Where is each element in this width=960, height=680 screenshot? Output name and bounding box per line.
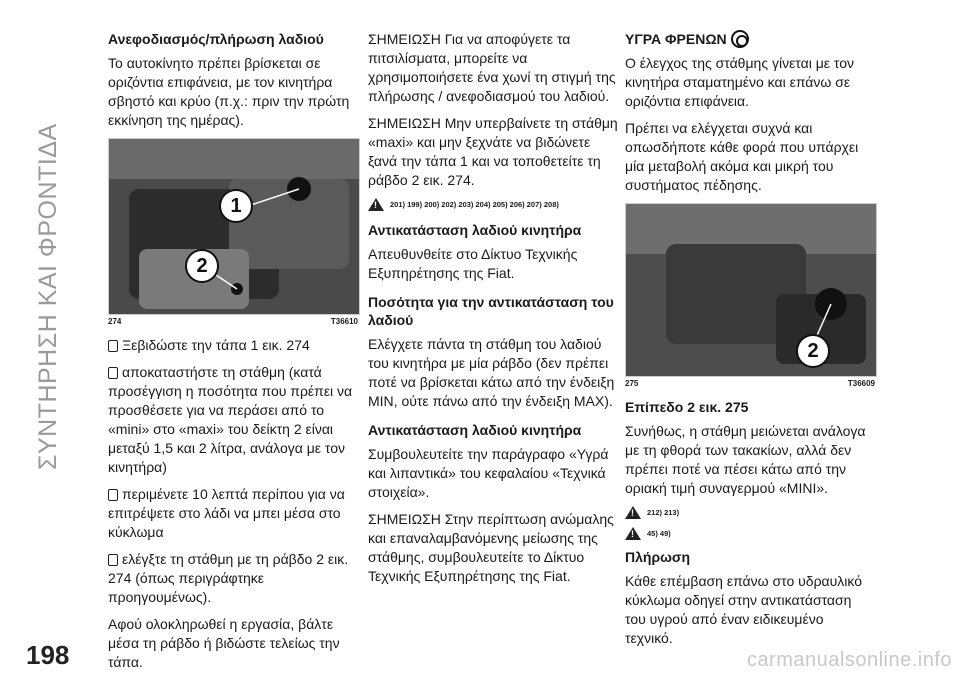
oil-loss-note: ΣΗΜΕΙΩΣΗ Στην περίπτωση ανώμαλης και επαναλαμβανόμενης μείωσης της στάθμης, συμβουλευτείτε το Δίκτυο Τεχνικής Εξυπηρέτησης της Fiat. — [368, 511, 614, 584]
warning-triangle-icon — [625, 527, 641, 540]
callout-1: 1 — [219, 189, 253, 223]
warning-triangle-icon — [368, 198, 384, 211]
callout-2: 2 — [185, 249, 219, 283]
bullet-icon — [108, 554, 118, 566]
engine-photo-illustration — [109, 139, 359, 314]
brake-warning-icon — [731, 30, 749, 48]
column-1 — [108, 30, 358, 680]
figure-caption-274 — [108, 317, 358, 326]
bullet-icon — [108, 340, 118, 352]
column-2 — [368, 30, 618, 594]
oil-refill-closing: Αφού ολοκληρωθεί η εργασία, βάλτε μέσα τη ράβδο ή βιδώστε τελείως την τάπα. — [108, 616, 340, 670]
oil-replacement-heading: Αντικατάσταση λαδιού κινητήρα — [368, 422, 582, 438]
warning-refs-row-2 — [625, 527, 875, 540]
figure-number: 274 — [108, 317, 122, 326]
oil-refill-intro: Το αυτοκίνητο πρέπει βρίσκεται σε οριζόντια επιφάνεια, με τον κινητήρα σβηστό και κρύο (π.χ.: πριν την πρώτη εκκίνηση της ημέρας). — [108, 55, 350, 128]
warning-refs-2: 45) 49) — [647, 529, 671, 538]
warning-refs-row-1 — [625, 506, 875, 519]
watermark-text: carmanualsonline.info — [746, 649, 952, 671]
brake-fluid-text-2: Πρέπει να ελέγχεται συχνά και οπωσδήποτε κάθε φορά που υπάρχει μία μεταβολή ακόμα και μικρή του συστήματος πέδησης. — [625, 120, 859, 193]
bullet-unscrew-cap: Ξεβιδώστε την τάπα 1 εικ. 274 — [108, 336, 358, 355]
bullet-restore-level: αποκαταστήστε τη στάθμη (κατά προσέγγιση η ποσότητα που πρέπει να προσθέσετε για να περάσει από το «mini» στο «maxi» του δείκτη 2 είναι μεταξύ 1,5 και 2 λίτρα, ανάλογα με τον κινητήρα) — [108, 364, 353, 475]
refill-heading: Πλήρωση — [625, 549, 691, 565]
brake-fluid-text-1: Ο έλεγχος της στάθμης γίνεται με τον κινητήρα σταματημένο και επάνω σε οριζόντια επιφάνεια. — [625, 55, 855, 109]
callout-2-brake: 2 — [796, 334, 830, 368]
bullet-check-level: ελέγξτε τη στάθμη με τη ράβδο 2 εικ. 274 (όπως περιγράφτηκε προηγουμένως). — [108, 551, 349, 605]
note-maxi: ΣΗΜΕΙΩΣΗ Μην υπερβαίνετε τη στάθμη «maxi» και μην ξεχνάτε να βιδώνετε ξανά την τάπα 1 και να τοποθετείτε τη ράβδο 2 εικ. 274. — [368, 115, 618, 188]
brake-photo-illustration — [626, 204, 876, 376]
engine-figure-274 — [108, 138, 360, 315]
brake-fluid-heading: ΥΓΡΑ ΦΡΕΝΩΝ — [625, 30, 875, 48]
level-2-heading: Επίπεδο 2 εικ. 275 — [625, 399, 749, 415]
section-sidebar-title — [30, 30, 70, 630]
refill-text: Κάθε επέμβαση επάνω στο υδραυλικό κύκλωμα οδηγεί στην αντικατάσταση του υγρού από έναν ειδικευμένο τεχνικό. — [625, 573, 863, 646]
brake-figure-275 — [625, 203, 877, 377]
bullet-icon — [108, 367, 118, 379]
oil-replacement-text: Συμβουλευτείτε την παράγραφο «Υγρά και λιπαντικά» του κεφαλαίου «Τεχνικά στοιχεία». — [368, 446, 609, 500]
figure-caption-275 — [625, 379, 875, 388]
bullet-icon — [108, 489, 118, 501]
oil-quantity-text: Ελέγχετε πάντα τη στάθμη του λαδιού του κινητήρα με μία ράβδο (δεν πρέπει ποτέ να βρίσκεται κάτω από την ένδειξη MIN, ούτε πάνω από την ένδειξη MAX). — [368, 336, 615, 409]
oil-change-heading: Αντικατάσταση λαδιού κινητήρα — [368, 222, 582, 238]
oil-change-text: Απευθυνθείτε στο Δίκτυο Τεχνικής Εξυπηρέτησης της Fiat. — [368, 246, 578, 281]
oil-quantity-heading: Ποσότητα για την αντικατάσταση του λαδιού — [368, 294, 614, 328]
figure-number: 275 — [625, 379, 639, 388]
warning-refs: 201) 199) 200) 202) 203) 204) 205) 206) 207) 208) — [390, 200, 559, 209]
figure-code: T36610 — [330, 317, 358, 326]
note-funnel: ΣΗΜΕΙΩΣΗ Για να αποφύγετε τα πιτσιλίσματα, μπορείτε να χρησιμοποιήσετε ένα χωνί τη στιγμή της πλήρωσης / ανεφοδιασμού του λαδιού. — [368, 31, 616, 104]
oil-refill-heading: Ανεφοδιασμός/πλήρωση λαδιού — [108, 31, 324, 47]
warning-refs-row — [368, 198, 618, 211]
level-2-text: Συνήθως, η στάθμη μειώνεται ανάλογα με τη φθορά των τακακίων, αλλά δεν πρέπει ποτέ να πέσει κάτω από την οριακή τιμή συναγερμού «MINI». — [625, 423, 866, 496]
column-3 — [625, 30, 875, 656]
figure-code: T36609 — [847, 379, 875, 388]
sidebar-title-text: ΣΥΝΤΗΡΗΣΗ ΚΑΙ ΦΡΟΝΤΙΔΑ — [34, 123, 62, 470]
page-number: 198 — [26, 640, 70, 670]
warning-triangle-icon — [625, 506, 641, 519]
warning-refs-1: 212) 213) — [647, 508, 680, 517]
bullet-wait: περιμένετε 10 λεπτά περίπου για να επιτρέψετε στο λάδι να μπει μέσα στο κύκλωμα — [108, 486, 345, 540]
